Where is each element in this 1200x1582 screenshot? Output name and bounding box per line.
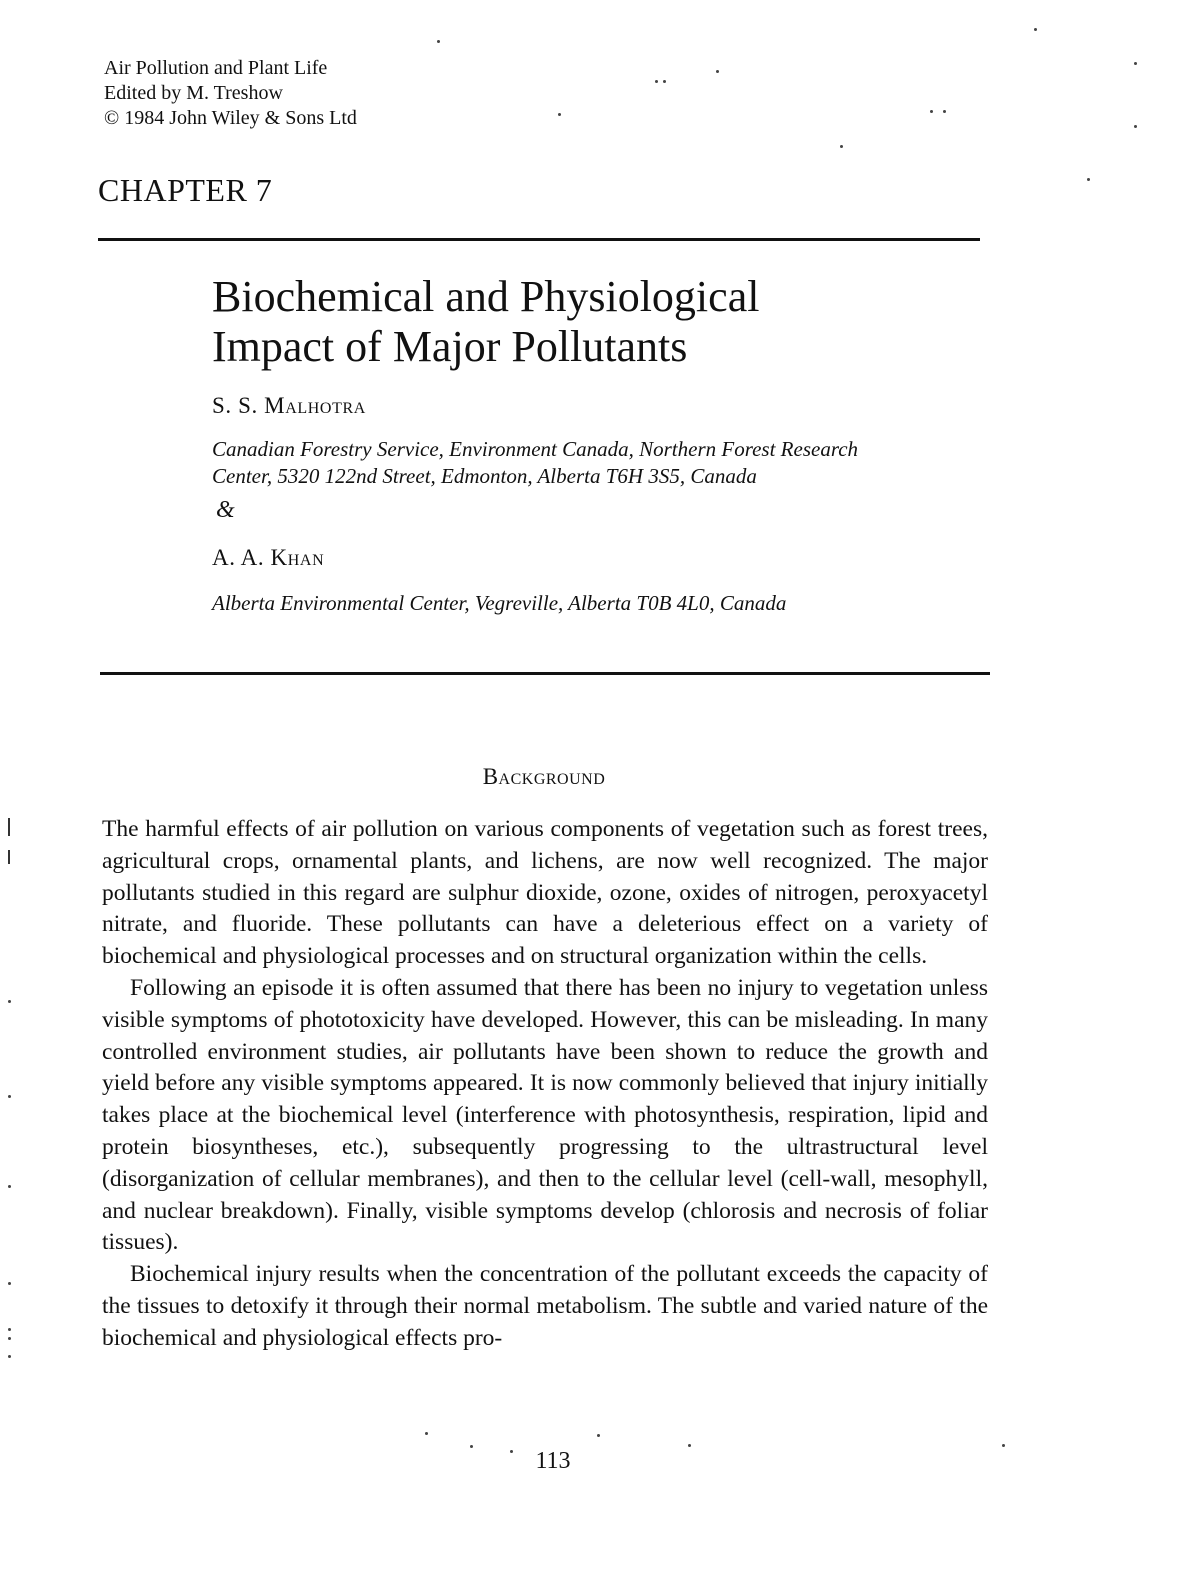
copyright-line: © 1984 John Wiley & Sons Ltd	[104, 107, 357, 129]
book-title: Air Pollution and Plant Life	[104, 57, 328, 79]
author-name: A. A. Khan	[212, 545, 325, 570]
chapter-title	[212, 272, 759, 372]
chapter-label: CHAPTER 7	[98, 172, 273, 208]
author-affiliation	[212, 590, 786, 617]
scan-speck	[8, 1337, 11, 1340]
scan-mark	[8, 818, 10, 836]
scan-speck	[470, 1445, 473, 1448]
scan-speck	[1034, 28, 1037, 31]
chapter-title-line-2: Impact of Major Pollutants	[212, 322, 688, 371]
scan-speck	[930, 110, 933, 113]
scan-speck	[8, 1282, 11, 1285]
scan-speck	[840, 145, 843, 148]
body-text	[102, 814, 988, 1355]
author-name: S. S. Malhotra	[212, 393, 366, 418]
scan-speck	[8, 1355, 11, 1358]
scan-speck	[597, 1434, 600, 1437]
section-heading: Background	[482, 764, 606, 789]
affiliation-line: Canadian Forestry Service, Environment Canada, Northern Forest Research	[212, 437, 859, 461]
scan-speck	[716, 70, 719, 73]
publication-info	[104, 56, 357, 131]
author-affiliation	[212, 436, 858, 490]
scan-speck	[1134, 125, 1137, 128]
affiliation-line: Alberta Environmental Center, Vegreville, Alberta T0B 4L0, Canada	[212, 591, 787, 615]
scan-speck	[437, 40, 440, 43]
scan-speck	[8, 1185, 11, 1188]
body-paragraph: Biochemical injury results when the concentration of the pollutant exceeds the capacity of the tissues to detoxify it through their normal metabolism. The subtle and varied nature of the biochemical and physiological effects pro-	[102, 1261, 988, 1351]
body-paragraph: Following an episode it is often assumed that there has been no injury to vegetation unless visible symptoms of phototoxicity have developed. However, this can be misleading. In many controlled environment studies, air pollutants have been shown to reduce the growth and yield before any visible symptoms appeared. It is now commonly believed that injury initially takes place at the biochemical level (interference with photosynthesis, respiration, lipid and protein biosyntheses, etc.), subsequently progressing to the ultrastructural level (disorganization of cellular membranes), and then to the cellular level (cell-wall, mesophyll, and nuclear breakdown). Finally, visible symptoms develop (chlorosis and necrosis of foliar tissues).	[102, 974, 988, 1256]
scan-speck	[8, 1000, 11, 1003]
top-rule	[98, 238, 980, 241]
scan-speck	[1087, 178, 1090, 181]
editor-line: Edited by M. Treshow	[104, 82, 283, 104]
scan-speck	[510, 1450, 513, 1453]
bottom-rule	[100, 672, 990, 675]
scan-speck	[1002, 1444, 1005, 1447]
scan-speck	[8, 1328, 11, 1331]
chapter-title-line-1: Biochemical and Physiological	[212, 272, 760, 321]
scan-speck	[688, 1444, 691, 1447]
scan-speck	[655, 80, 658, 83]
scan-mark	[8, 850, 10, 864]
scan-speck	[663, 80, 666, 83]
scan-speck	[558, 113, 561, 116]
scan-speck	[425, 1432, 428, 1435]
scan-speck	[943, 110, 946, 113]
scan-speck	[1134, 62, 1137, 65]
affiliation-line: Center, 5320 122nd Street, Edmonton, Alberta T6H 3S5, Canada	[212, 464, 757, 488]
body-paragraph: The harmful effects of air pollution on various components of vegetation such as forest trees, agricultural crops, ornamental plants, and lichens, are now well recognized. The major pollutants studied in this regard are sulphur dioxide, ozone, oxides of nitrogen, peroxyacetyl nitrate, and fluoride. These pollutants can have a deleterious effect on a variety of biochemical and physiological processes and on structural organization within the cells.	[102, 816, 988, 970]
scan-speck	[8, 1095, 11, 1098]
author-separator: &	[216, 497, 235, 523]
page-number: 113	[535, 1448, 571, 1474]
